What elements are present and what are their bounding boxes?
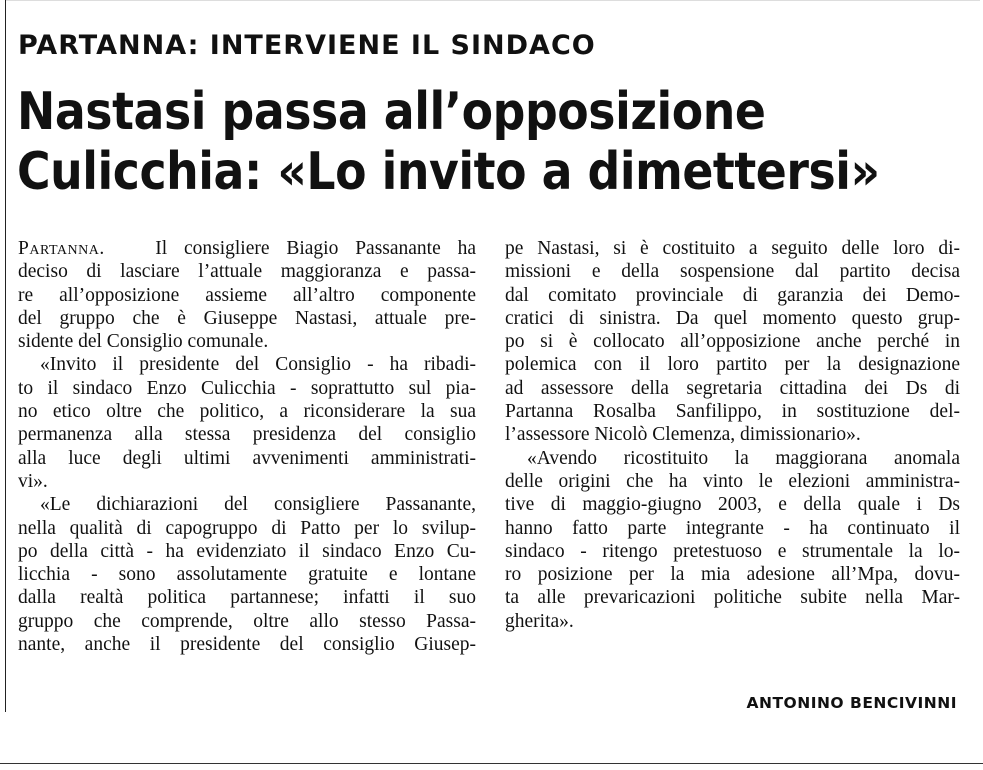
column-line: ad assessore della segretaria cittadina dei Ds di <box>505 377 960 399</box>
article-column-right <box>505 237 960 633</box>
column-line: sidente del Consiglio comunale. <box>18 331 269 353</box>
column-line: po della città - ha evidenziato il sindaco Enzo Cu- <box>18 540 476 562</box>
column-line: tive di maggio-giugno 2003, e della quale i Ds <box>505 494 960 516</box>
column-line: ro posizione per la mia adesione all’Mpa, dovu- <box>505 564 960 586</box>
column-line <box>18 237 476 260</box>
article-kicker: PARTANNA: INTERVIENE IL SINDACO <box>18 30 596 61</box>
left-column-rule <box>5 0 6 712</box>
column-line: l’assessore Nicolò Clemenza, dimissionario». <box>505 424 861 446</box>
bottom-rule <box>0 763 983 764</box>
column-line: nante, anche il presidente del consiglio Giusep- <box>18 634 476 656</box>
column-line: permanenza alla stessa presidenza del consiglio <box>18 424 476 446</box>
column-line: licchia - sono assolutamente gratuite e lontane <box>18 564 476 586</box>
column-line: del gruppo che è Giuseppe Nastasi, attuale pre- <box>18 307 476 329</box>
column-line: nella qualità di capogruppo di Patto per lo svilup- <box>18 517 476 539</box>
column-line: polemica con il loro partito per la designazione <box>505 354 960 376</box>
column-line: delle origini che ha vinto le elezioni amministra- <box>505 470 960 492</box>
column-line: po si è collocato all’opposizione anche perché in <box>505 331 960 353</box>
column-line: ta alle prevaricazioni politiche subite nella Mar- <box>505 587 960 609</box>
top-rule <box>5 0 980 1</box>
column-line: alla luce degli ultimi avvenimenti amministrati- <box>18 447 476 469</box>
column-line: gruppo che comprende, oltre allo stesso Passa- <box>18 610 476 632</box>
article-headline <box>17 82 880 202</box>
column-line: hanno fatto parte integrante - ha continuato il <box>505 517 960 539</box>
headline-line-2: Culicchia: «Lo invito a dimettersi» <box>17 142 880 202</box>
column-line: gherita». <box>505 610 574 632</box>
column-line: vi». <box>18 470 48 492</box>
column-line-text: Il consigliere Biagio Passanante ha <box>155 238 476 259</box>
column-line: re all’opposizione assieme all’altro componente <box>18 284 476 306</box>
column-line: to il sindaco Enzo Culicchia - soprattutto sul pia- <box>18 377 476 399</box>
column-line: «Le dichiarazioni del consigliere Passanante, <box>40 494 476 516</box>
column-line: sindaco - ritengo pretestuoso e strumentale la lo- <box>505 540 960 562</box>
column-line: dalla realtà politica partannese; infatti il suo <box>18 587 476 609</box>
column-line: «Avendo ricostituito la maggiorana anomala <box>527 447 960 469</box>
column-line: Partanna Rosalba Sanfilippo, in sostituzione del- <box>505 401 960 423</box>
column-line: deciso di lasciare l’attuale maggioranza e passa- <box>18 261 476 283</box>
dateline: Partanna. <box>18 238 105 259</box>
column-line: missioni e della sospensione dal partito decisa <box>505 261 960 283</box>
column-line: no etico oltre che politico, a riconsiderare la sua <box>18 401 476 423</box>
column-line: «Invito il presidente del Consiglio - ha ribadi- <box>40 354 476 376</box>
column-line: cratici di sinistra. Da quel momento questo grup- <box>505 307 960 329</box>
article-column-left <box>18 237 476 656</box>
column-line: dal comitato provinciale di garanzia dei Demo- <box>505 284 960 306</box>
column-line: pe Nastasi, si è costituito a seguito delle loro di- <box>505 238 960 259</box>
headline-line-1: Nastasi passa all’opposizione <box>17 82 766 142</box>
article-byline: ANTONINO BENCIVINNI <box>746 694 957 712</box>
